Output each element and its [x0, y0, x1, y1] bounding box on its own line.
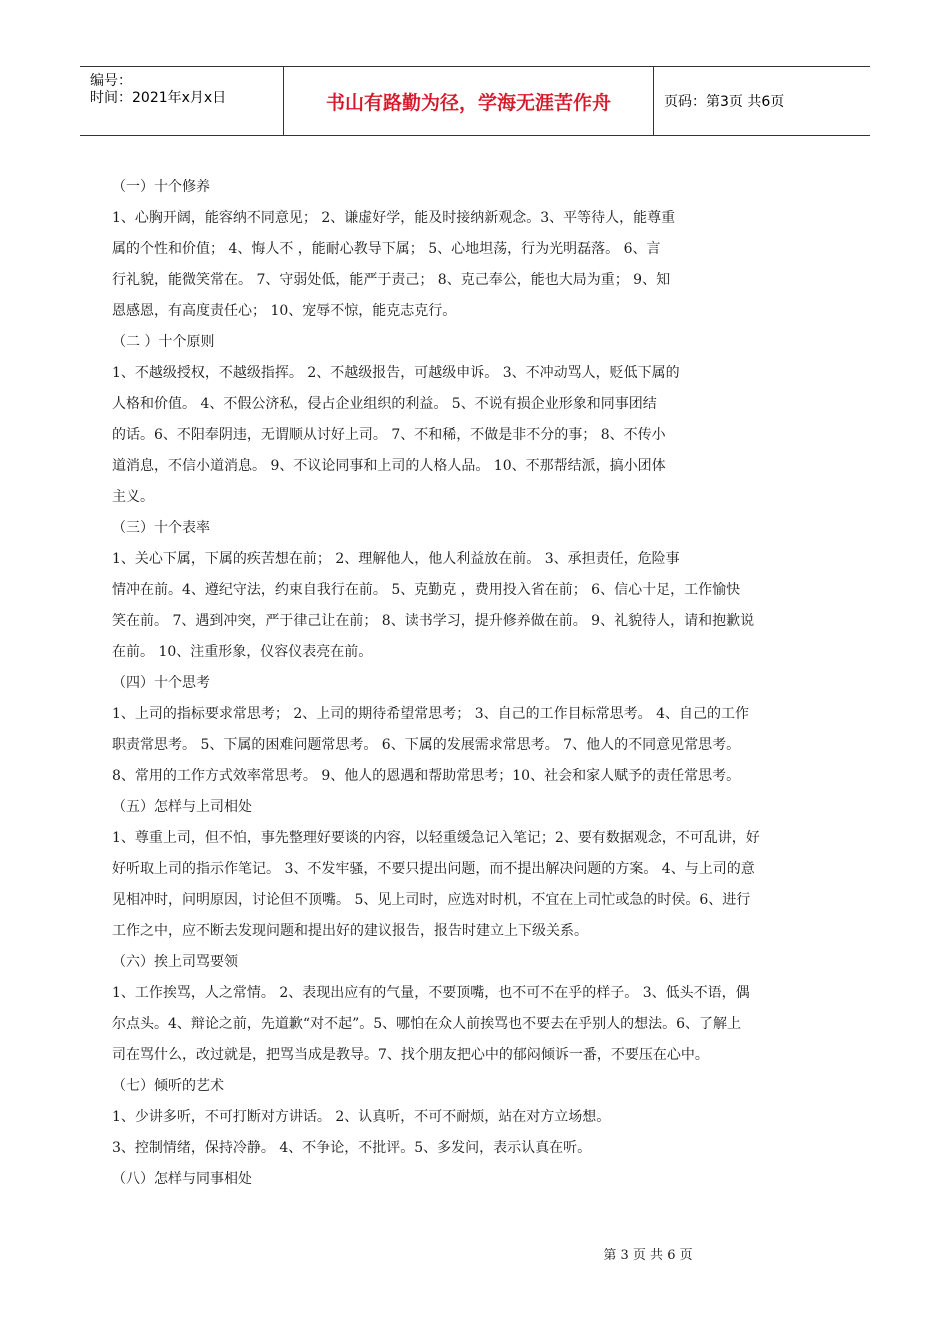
- paragraph-line: 行礼貌，能微笑常在。 7、守弱处低，能严于责己； 8、克己奉公，能也大局为重； 9、知: [112, 272, 671, 288]
- page-header: [80, 66, 870, 136]
- section-title: （八）怎样与同事相处: [112, 1171, 252, 1187]
- document-body: [112, 172, 902, 1195]
- page-footer: [0, 1244, 950, 1263]
- paragraph-line: 恩感恩，有高度责任心； 10、宠辱不惊，能克志克行。: [112, 303, 457, 319]
- paragraph-line: 司在骂什么，改过就是，把骂当成是教导。7、找个朋友把心中的郁闷倾诉一番，不要压在心中。: [112, 1047, 709, 1063]
- paragraph-line: 1、少讲多听，不可打断对方讲话。 2、认真听，不可不耐烦，站在对方立场想。: [112, 1109, 611, 1125]
- paragraph-line: 道消息，不信小道消息。 9、不议论同事和上司的人格人品。 10、不那帮结派，搞小团体: [112, 458, 666, 474]
- paragraph-line: 笑在前。 7、遇到冲突，严于律己让在前； 8、读书学习，提升修养做在前。 9、礼貌待人，请和抱歉说: [112, 613, 755, 629]
- section-title: （四）十个思考: [112, 675, 210, 691]
- section-title: （一）十个修养: [112, 179, 210, 195]
- paragraph-line: 1、不越级授权，不越级指挥。 2、不越级报告，可越级申诉。 3、不冲动骂人，贬低下属的: [112, 365, 680, 381]
- paragraph-line: 工作之中，应不断去发现问题和提出好的建议报告，报告时建立上下级关系。: [112, 923, 588, 939]
- paragraph-line: 8、常用的工作方式效率常思考。 9、他人的恩遇和帮助常思考；10、社会和家人赋予的责任常思考。: [112, 768, 741, 784]
- paragraph-line: 职责常思考。 5、下属的困难问题常思考。 6、下属的发展需求常思考。 7、他人的不同意见常思考。: [112, 737, 741, 753]
- paragraph-line: 属的个性和价值； 4、悔人不 ，能耐心教导下属； 5、心地坦荡，行为光明磊落。 6、言: [112, 241, 661, 257]
- paragraph-line: 好听取上司的指示作笔记。 3、不发牢骚，不要只提出问题，而不提出解决问题的方案。 4、与上司的意: [112, 861, 755, 877]
- paragraph-line: 人格和价值。 4、不假公济私，侵占企业组织的利益。 5、不说有损企业形象和同事团结: [112, 396, 657, 412]
- section-title: （二 ）十个原则: [112, 334, 215, 350]
- paragraph-line: 见相冲时，问明原因，讨论但不顶嘴。 5、见上司时，应选对时机，不宜在上司忙或急的时侯。6、进行: [112, 892, 751, 908]
- paragraph-line: 在前。 10、注重形象，仪容仪表亮在前。: [112, 644, 373, 660]
- header-page-label: 页码：第3页 共6页: [664, 94, 785, 110]
- doc-date-label: 时间：2021年x月x日: [90, 90, 227, 106]
- section-title: （五）怎样与上司相处: [112, 799, 252, 815]
- section-title: （三）十个表率: [112, 520, 210, 536]
- paragraph-line: 1、尊重上司，但不怕，事先整理好要谈的内容，以轻重缓急记入笔记；2、要有数据观念，不可乱讲，好: [112, 830, 760, 846]
- paragraph-line: 尔点头。4、辩论之前，先道歉“对不起”。5、哪怕在众人前挨骂也不要去在乎别人的想法。6、了解上: [112, 1016, 742, 1032]
- paragraph-line: 1、心胸开阔，能容纳不同意见； 2、谦虚好学，能及时接纳新观念。3、平等待人，能尊重: [112, 210, 676, 226]
- footer-page-number: 第 3 页 共 6 页: [603, 1248, 693, 1263]
- paragraph-line: 主义。: [112, 489, 154, 505]
- header-motto: 书山有路勤为径，学海无涯苦作舟: [284, 67, 654, 135]
- paragraph-line: 1、工作挨骂，人之常情。 2、表现出应有的气量，不要顶嘴，也不可不在乎的样子。 3、低头不语，偶: [112, 985, 750, 1001]
- paragraph-line: 1、关心下属，下属的疾苦想在前； 2、理解他人，他人利益放在前。 3、承担责任，危险事: [112, 551, 680, 567]
- paragraph-line: 3、控制情绪，保持冷静。 4、不争论，不批评。5、多发问，表示认真在听。: [112, 1140, 592, 1156]
- paragraph-line: 的话。6、不阳奉阴违，无谓顺从讨好上司。 7、不和稀，不做是非不分的事； 8、不传小: [112, 427, 666, 443]
- doc-number-label: 编号：: [90, 73, 132, 89]
- header-meta: [80, 67, 284, 135]
- paragraph-line: 情冲在前。4、遵纪守法，约束自我行在前。 5、克勤克 ，费用投入省在前； 6、信心十足，工作愉快: [112, 582, 741, 598]
- section-title: （六）挨上司骂要领: [112, 954, 238, 970]
- paragraph-line: 1、上司的指标要求常思考； 2、上司的期待希望常思考； 3、自己的工作目标常思考。 4、自己的工作: [112, 706, 749, 722]
- section-title: （七）倾听的艺术: [112, 1078, 224, 1094]
